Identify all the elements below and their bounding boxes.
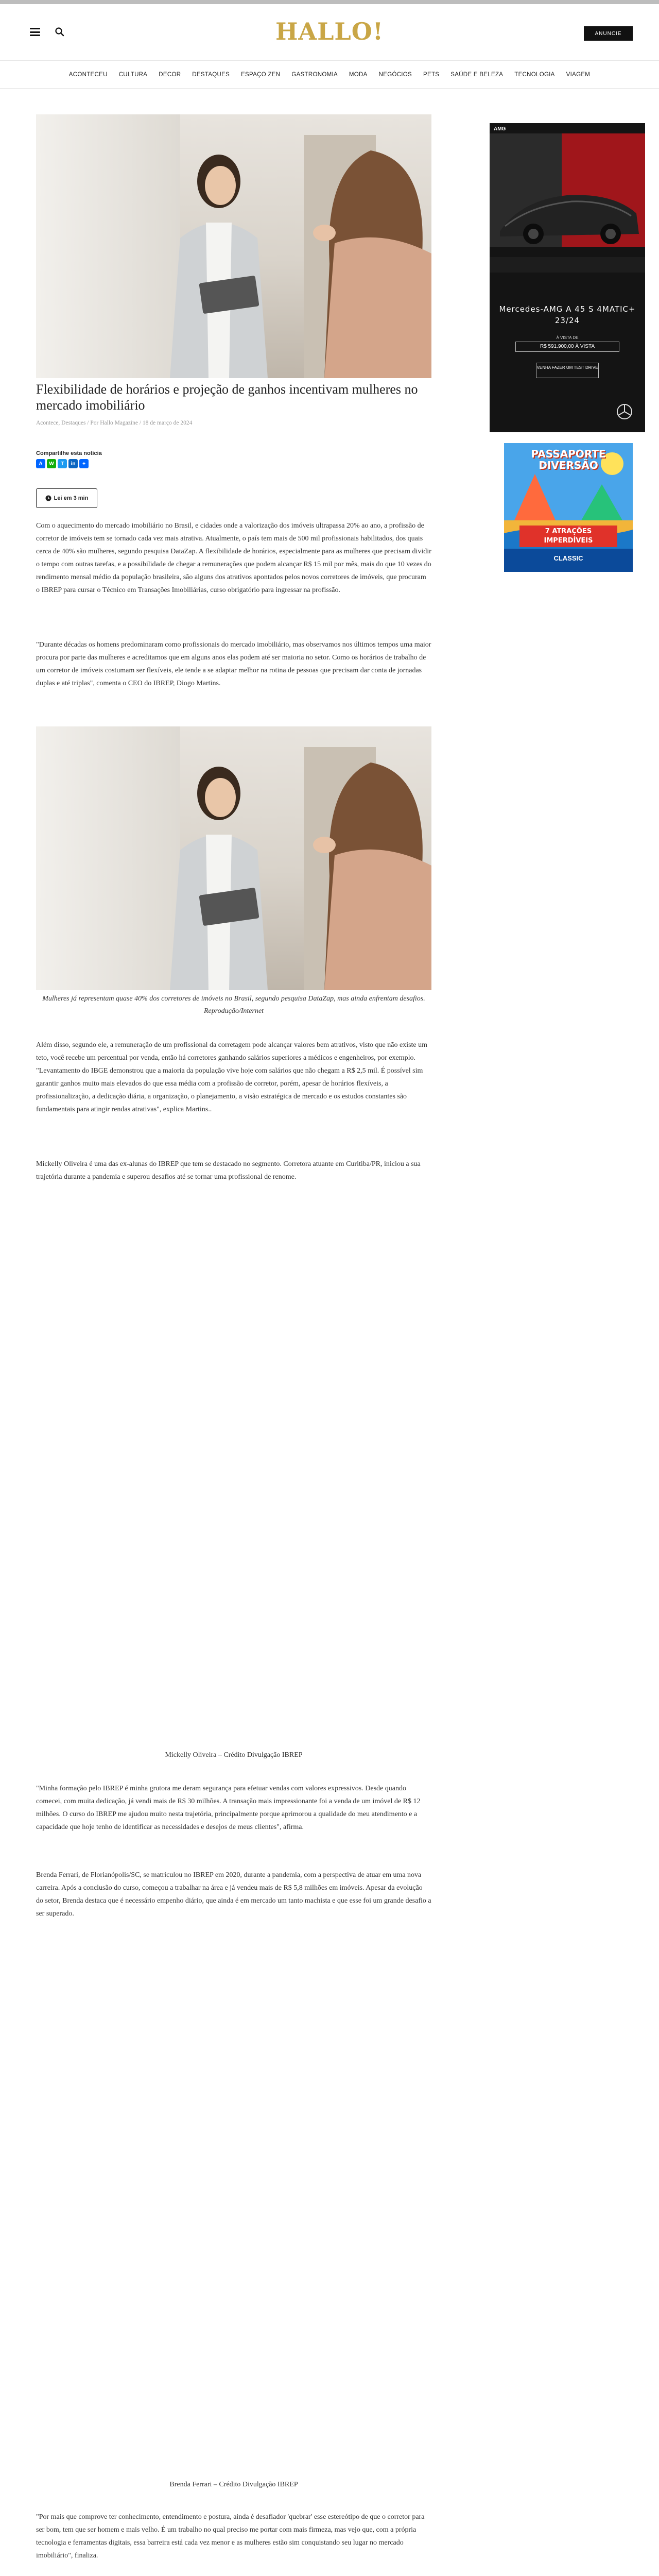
article-meta: Acontece, Destaques / Por Hallo Magazine / 18 de março de 2024	[36, 420, 193, 426]
mercedes-price-label: À VISTA DE	[556, 335, 579, 340]
nav-item[interactable]: PETS	[423, 71, 440, 78]
nav-item[interactable]: ESPAÇO ZEN	[241, 71, 281, 78]
share-addtoany-icon[interactable]: A	[36, 459, 45, 468]
nav-item[interactable]: NEGÓCIOS	[378, 71, 412, 78]
beach-ad-title: PASSAPORTE DIVERSÃO	[531, 448, 606, 471]
nav-item[interactable]: GASTRONOMIA	[291, 71, 338, 78]
mercedes-price: R$ 591.900,00 À VISTA	[515, 342, 619, 352]
article-image	[36, 726, 431, 990]
article-paragraph: Com o aquecimento do mercado imobiliário no Brasil, e cidades onde a valorização dos imóveis ultrapassa 20% ao ano, a profissão de corretor de imóveis tem se tornado cada vez mais atrativa. Atualmente, o país tem mais de 500 mil profissionais habilitados, dos quais cerca de 40% são mulheres, segundo pesquisa DataZap. A flexibilidade de horários, especialmente para as mulheres que precisam dividir o tempo com outras tarefas, e a possibilidade de chegar a remunerações que podem alcançar R$ 15 mil por mês, mais do que 10 vezes do rendimento mensal médio da população brasileira, são alguns dos atrativos apontados pelos novos corretores de imóveis, que procuram o IBREP para cursar o Técnico em Transações Imobiliárias, curso obrigatório para ingressar na profissão.	[36, 522, 431, 594]
announce-button[interactable]: ANUNCIE	[584, 26, 633, 41]
beach-park-ad[interactable]	[504, 443, 633, 572]
image-caption: Mickelly Oliveira – Crédito Divulgação IBREP	[165, 1751, 303, 1759]
share-label: Compartilhe esta notícia	[36, 450, 102, 456]
beach-ad-footer: CLASSIC	[553, 554, 583, 562]
nav-item[interactable]: DECOR	[159, 71, 181, 78]
share-twitter-icon[interactable]: T	[58, 459, 67, 468]
site-logo[interactable]: HALLO!	[275, 18, 384, 45]
mercedes-brand: AMG	[494, 126, 506, 132]
article-paragraph: Brenda Ferrari, de Florianópolis/SC, se matriculou no IBREP em 2020, durante a pandemia, com a perspectiva de atuar em uma nova carreira. Após a conclusão do curso, começou a trabalhar na área e já vendeu mais de R$ 5,8 milhões em imóveis. Apesar da evolução do setor, Brenda destaca que é necessário empenho diário, que ainda é em mercado um tanto machista e que esse foi um grande desafio a ser superado.	[36, 1871, 431, 1918]
nav-item[interactable]: MODA	[349, 71, 368, 78]
share-buttons	[36, 459, 89, 468]
article-paragraph: "Durante décadas os homens predominaram como profissionais do mercado imobiliário, mas observamos nos últimos tempos uma maior procura por parte das mulheres e acreditamos que em alguns anos elas podem até ser maioria no setor. Como os horários de trabalho de um corretor de imóveis costumam ser flexíveis, ele tende a se adaptar melhor na rotina de pessoas que precisam dar conta de jornadas duplas e até triplas", comenta o CEO do IBREP, Diogo Martins.	[36, 641, 431, 687]
nav-item[interactable]: ACONTECEU	[68, 71, 108, 78]
image-caption: Brenda Ferrari – Crédito Divulgação IBREP	[169, 2481, 298, 2488]
mercedes-model: Mercedes-AMG A 45 S 4MATIC+ 23/24	[499, 304, 636, 325]
nav-item[interactable]: CULTURA	[118, 71, 148, 78]
nav-item[interactable]: TECNOLOGIA	[514, 71, 555, 78]
clock-icon	[45, 495, 51, 501]
share-linkedin-icon[interactable]: in	[68, 459, 78, 468]
beach-ad-subtitle: 7 ATRAÇÕES IMPERDÍVEIS	[519, 526, 617, 547]
article-paragraph: Mickelly Oliveira é uma das ex-alunas do IBREP que tem se destacado no segmento. Corretora atuante em Curitiba/PR, iniciou a sua trajetória durante a pandemia e superou desafios até se tornar uma profissional de renome.	[36, 1160, 421, 1181]
mercedes-ad[interactable]	[490, 123, 645, 432]
share-whatsapp-icon[interactable]: W	[47, 459, 56, 468]
nav-item[interactable]: SAÚDE E BELEZA	[450, 71, 504, 78]
read-time-button[interactable]	[36, 488, 97, 508]
site-header	[0, 4, 659, 61]
main-nav	[0, 61, 659, 89]
article-paragraph: "Por mais que comprove ter conhecimento, entendimento e postura, ainda é desafiador 'quebrar' esse estereótipo de que o corretor para ser bom, tem que ser homem e mais velho. É um trabalho no qual preciso me portar com mais firmeza, mas vejo que, com a própria tecnologia e ferramentas digitais, essa barreira está cada vez menor e as mulheres estão sim conquistando seu lugar no mercado imobiliário", finaliza.	[36, 2513, 425, 2560]
top-bar	[0, 0, 659, 4]
read-time-label: Lei em 3 min	[54, 495, 89, 501]
nav-item[interactable]: VIAGEM	[566, 71, 591, 78]
article-title: Flexibilidade de horários e projeção de ganhos incentivam mulheres no mercado imobiliário	[36, 382, 418, 413]
nav-item[interactable]: DESTAQUES	[192, 71, 230, 78]
article-paragraph: Além disso, segundo ele, a remuneração de um profissional da corretagem pode alcançar valores bem atrativos, visto que não existe um teto, você recebe um percentual por venda, então há corretores ganhando salários superiores a médicos e engenheiros, por exemplo. "Levantamento do IBGE demonstrou que a maioria da população vive hoje com salários que não chegam a R$ 2,5 mil. É possível sim garantir ganhos muito mais elevados do que essa média com a profissão de corretor, porém, apesar de horários flexíveis, a profissionalização, a dedicação diária, a organização, o planejamento, a visão estratégica de mercado e os estudos constantes são fundamentais para atingir rendas atrativas", explica Martins..	[36, 1041, 428, 1113]
hero-image	[36, 114, 431, 378]
mercedes-cta-button[interactable]: VENHA FAZER UM TEST DRIVE	[536, 363, 599, 378]
mercedes-ad-visual	[490, 123, 645, 432]
share-more-icon[interactable]: +	[79, 459, 89, 468]
article-paragraph: "Minha formação pelo IBREP é minha grutora me deram segurança para efetuar vendas com valores expressivos. Desde quando comecei, com muita dedicação, já vendi mais de R$ 30 milhões. A transação mais impressionante foi a venda de um imóvel de R$ 12 milhões. O curso do IBREP me ajudou muito nesta trajetória, principalmente porque aprimorou a qualidade do meu atendimento e a capacidade que hoje tenho de identificar as necessidades e desejos de meus clientes", afirma.	[36, 1785, 421, 1831]
image-caption: Mulheres já representam quase 40% dos corretores de imóveis no Brasil, segundo pesquisa DataZap, mas ainda enfrentam desafios. Reprodução/Internet	[42, 995, 425, 1015]
